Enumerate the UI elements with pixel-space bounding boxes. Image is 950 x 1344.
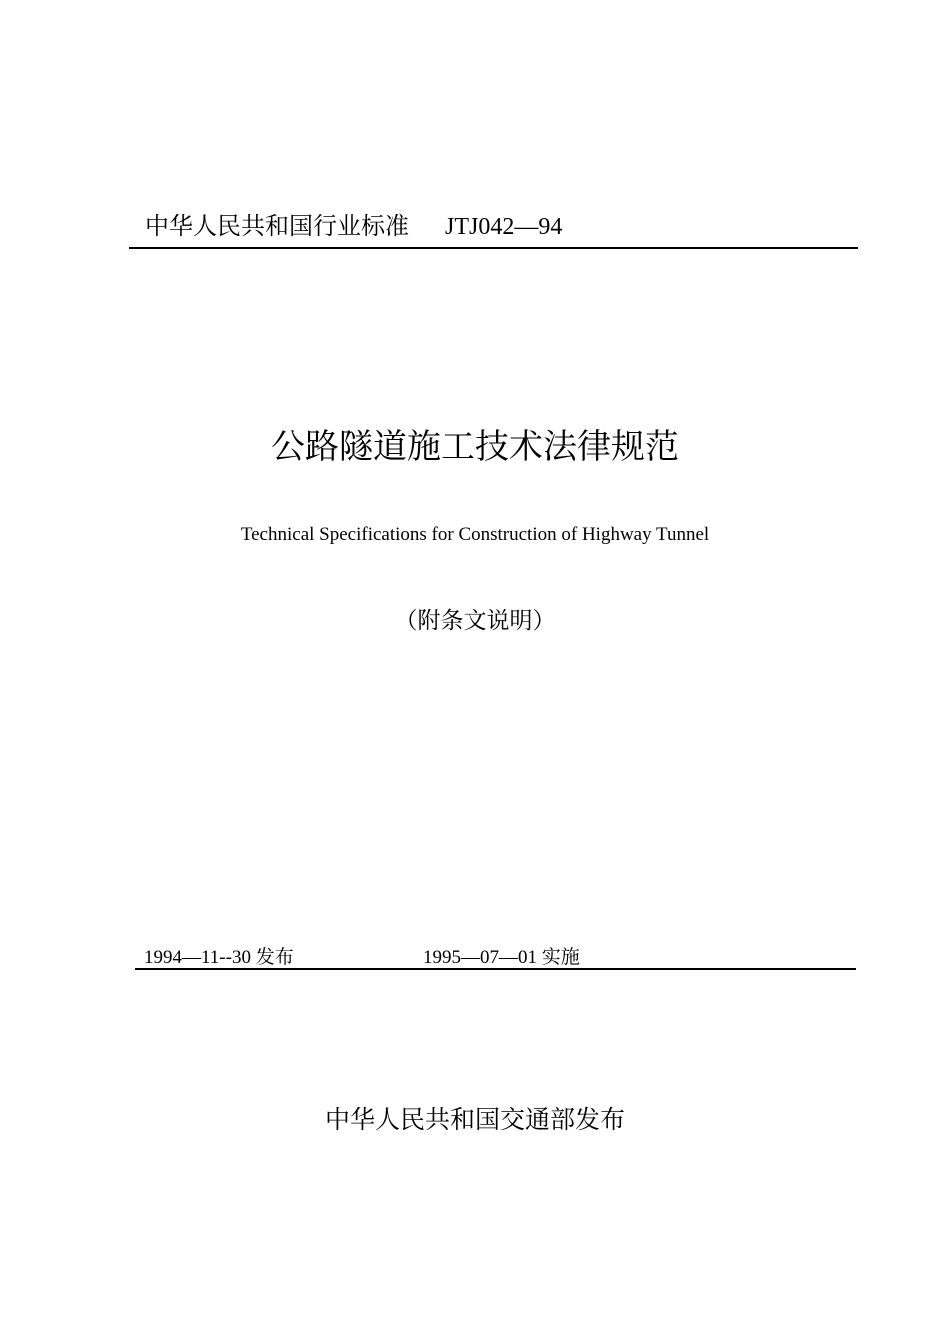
effective-date: 1995—07—01 实施 [423, 947, 580, 968]
date-divider [135, 968, 856, 970]
standard-header [145, 206, 562, 241]
document-subtitle: （附条文说明） [394, 608, 556, 634]
publisher: 中华人民共和国交通部发布 [324, 1105, 625, 1134]
standard-label: 中华人民共和国行业标准 [145, 212, 409, 240]
date-line [144, 946, 580, 970]
document-title: 公路隧道施工技术法律规范 [271, 427, 679, 467]
standard-code: JTJ042—94 [445, 214, 563, 240]
header-divider [129, 247, 858, 249]
issue-date: 1994—11--30 发布 [144, 947, 294, 968]
document-title-english: Technical Specifications for Construction of Highway Tunnel [240, 524, 710, 545]
